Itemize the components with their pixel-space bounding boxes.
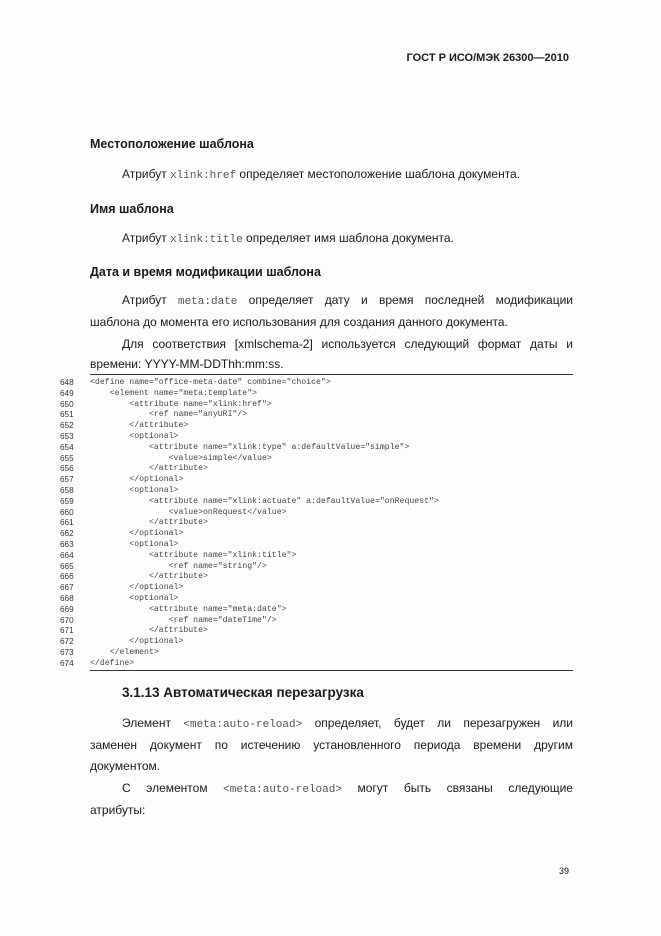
code-line [60,421,580,432]
code-text: <define name="office-meta-date" combine="choice"> [90,378,331,387]
code-line [60,605,580,616]
code-line [60,562,580,573]
line-number: 651 [60,410,74,420]
line-number: 662 [60,529,74,539]
code-text: </define> [90,658,135,668]
paragraph-format-line1: Для соответствия [xmlschema-2] используется следующий формат даты и [122,337,573,351]
line-number: 655 [60,453,74,463]
code-meta-auto-reload: <meta:auto-reload> [183,719,303,731]
code-text: <optional> [90,485,179,495]
code-line [60,518,580,529]
heading-template-name: Имя шаблона [90,202,174,216]
code-line [60,475,580,486]
heading-auto-reload: 3.1.13 Автоматическая перезагрузка [122,685,364,700]
code-text: </attribute> [90,572,208,582]
code-text: <optional> [90,593,179,603]
text: определяет местоположение шаблона документа. [236,167,521,181]
code-line [60,551,580,562]
code-line [60,400,580,411]
paragraph-template-name [122,227,454,251]
text: определяет имя шаблона документа. [242,231,454,245]
paragraph-auto-reload-line3: документом. [90,759,161,773]
line-number: 671 [60,626,74,636]
paragraph-attributes-line1 [122,777,573,801]
paragraph-format-line2: времени: YYYY-MM-DDThh:mm:ss. [90,357,284,371]
code-xlink-title: xlink:title [170,234,243,246]
line-number: 663 [60,539,74,549]
paragraph-template-location [122,163,520,187]
text: определяет, будет ли перезагружен или [302,716,573,730]
line-number: 660 [60,507,74,517]
code-line [60,443,580,454]
line-number: 664 [60,550,74,560]
code-line [60,529,580,540]
code-xlink-href: xlink:href [170,170,237,182]
code-text: </optional> [90,637,184,647]
code-line [60,616,580,627]
code-text: </element> [90,647,159,657]
line-number: 661 [60,518,74,528]
code-text: </optional> [90,529,184,539]
code-text: <ref name="anyURI"/> [90,410,248,420]
text: Атрибут [122,231,171,245]
text: Элемент [122,716,184,730]
line-number: 654 [60,442,74,452]
line-number: 667 [60,583,74,593]
code-text: <optional> [90,539,179,549]
line-number: 665 [60,561,74,571]
code-line [60,410,580,421]
code-bottom-rule [90,670,573,671]
paragraph-auto-reload-line2: заменен документ по истечению установленного периода времени другим [90,738,573,752]
line-number: 666 [60,572,74,582]
text: Атрибут [122,167,171,181]
code-text: <attribute name="xlink:href"> [90,399,272,409]
line-number: 674 [60,658,74,668]
code-text: <value>onRequest</value> [90,507,287,517]
standard-header: ГОСТ Р ИСО/МЭК 26300—2010 [406,52,569,64]
code-text: </optional> [90,583,184,593]
code-line [60,637,580,648]
code-text: </attribute> [90,518,208,528]
code-line [60,648,580,659]
paragraph-date-line1 [122,289,573,313]
heading-template-location: Местоположение шаблона [90,137,254,151]
line-number: 672 [60,637,74,647]
line-number: 652 [60,421,74,431]
code-top-rule [90,374,573,375]
code-text: <attribute name="xlink:title"> [90,550,297,560]
code-text: <ref name="string"/> [90,561,267,571]
code-line [60,659,580,670]
line-number: 648 [60,378,74,387]
code-line [60,454,580,465]
code-meta-date: meta:date [177,296,238,308]
code-text: <attribute name="xlink:actuate" a:defaultValue="onRequest"> [90,496,439,506]
code-text: </optional> [90,475,184,485]
paragraph-date-line2: шаблона до момента его использования для создания данного документа. [90,315,508,329]
code-listing [60,378,580,670]
code-line [60,540,580,551]
line-number: 653 [60,431,74,441]
line-number: 673 [60,647,74,657]
code-line [60,583,580,594]
code-line [60,432,580,443]
text: могут быть связаны следующие [341,781,573,795]
page-number: 39 [558,866,569,876]
line-number: 668 [60,593,74,603]
text: Атрибут [122,293,178,307]
code-text: <attribute name="xlink:type" a:defaultValue="simple"> [90,442,410,452]
paragraph-auto-reload-line1 [122,712,573,736]
code-line [60,508,580,519]
code-line [60,626,580,637]
line-number: 670 [60,615,74,625]
code-text: <optional> [90,431,179,441]
code-text: </attribute> [90,421,189,431]
line-number: 657 [60,475,74,485]
paragraph-attributes-line2: атрибуты: [90,803,146,817]
code-text: <attribute name="meta:date"> [90,604,287,614]
code-text: </attribute> [90,626,208,636]
code-text: </attribute> [90,464,208,474]
line-number: 649 [60,388,74,398]
code-line [60,378,580,389]
text: определяет дату и время последней модификации [237,293,573,307]
code-line [60,464,580,475]
line-number: 650 [60,399,74,409]
line-number: 656 [60,464,74,474]
line-number: 658 [60,485,74,495]
code-line [60,389,580,400]
line-number: 659 [60,496,74,506]
line-number: 669 [60,604,74,614]
code-line [60,486,580,497]
code-text: <value>simple</value> [90,453,272,463]
code-line [60,572,580,583]
code-line [60,594,580,605]
text: С элементом [122,781,224,795]
code-text: <ref name="dateTime"/> [90,615,277,625]
code-line [60,497,580,508]
heading-template-date: Дата и время модификации шаблона [90,265,321,279]
code-text: <element name="meta:template"> [90,388,258,398]
code-meta-auto-reload: <meta:auto-reload> [223,784,342,796]
